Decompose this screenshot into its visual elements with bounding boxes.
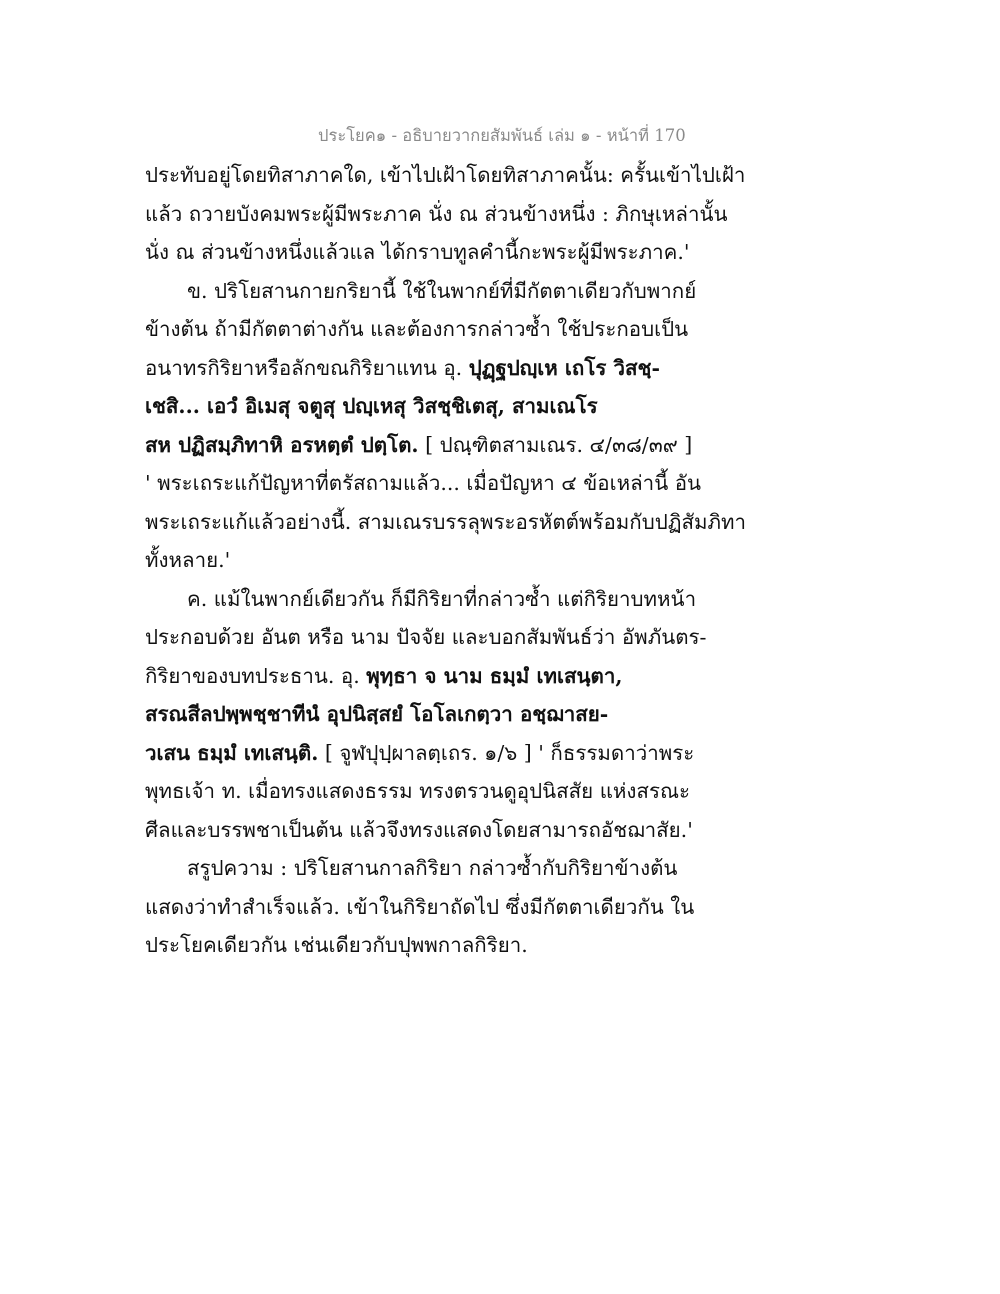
text-line <box>145 926 745 965</box>
text-line <box>145 888 745 927</box>
citation: [ ปณฺฑิตสามเณร. ๔/๓๘/๓๙ ] <box>418 432 693 457</box>
text-span: สรูปความ : ปริโยสานกาลกิริยา กล่าวซ้ำกับกิริยาข้างต้น <box>187 856 678 880</box>
text-line <box>145 657 745 696</box>
text-line <box>145 541 745 580</box>
text-span: อนาทรกิริยาหรือลักขณกิริยาแทน อุ. <box>145 355 469 380</box>
text-span: นั่ง ณ ส่วนข้างหนึ่งแล้วแล ได้กราบทูลคำนี้กะพระผู้มีพระภาค.' <box>145 240 690 264</box>
text-span: ศีลและบรรพชาเป็นต้น แล้วจึงทรงแสดงโดยสามารถอัชฌาสัย.' <box>145 817 693 842</box>
text-span: ข. ปริโยสานกายกริยานี้ ใช้ในพากย์ที่มีกัตตาเดียวกับพากย์ <box>187 278 697 303</box>
text-line <box>145 811 745 850</box>
text-line <box>145 695 745 734</box>
pali-quote: สห ปฏิสมฺภิทาหิ อรหตฺตํ ปตฺโต. <box>145 432 419 457</box>
text-span: แล้ว ถวายบังคมพระผู้มีพระภาค นั่ง ณ ส่วนข้างหนึ่ง : ภิกษุเหล่านั้น <box>145 201 728 226</box>
pali-quote: วเสน ธมฺมํ เทเสนฺติ. <box>145 740 319 765</box>
text-line <box>145 387 745 426</box>
text-span: ประกอบด้วย อันต หรือ นาม ปัจจัย และบอกสัมพันธ์ว่า อัพภันตร- <box>145 625 707 649</box>
text-span: พระเถระแก้แล้วอย่างนี้. สามเณรบรรลุพระอรหัตต์พร้อมกับปฏิสัมภิทา <box>145 509 747 534</box>
citation: [ จูฬปุปฺผาลตฺเถร. ๑/๖ ] ' ก็ธรรมดาว่าพระ <box>318 740 695 765</box>
running-header: ประโยค๑ - อธิบายวากยสัมพันธ์ เล่ม ๑ - หน้าที่ 170 <box>318 126 686 145</box>
paragraph-start-line <box>145 272 745 311</box>
text-line <box>145 195 745 234</box>
text-span: ค. แม้ในพากย์เดียวกัน ก็มีกิริยาที่กล่าวซ้ำ แต่กิริยาบทหน้า <box>187 586 697 611</box>
pali-quote: สรณสีลปพฺพชฺชาทีนํ อุปนิสฺสยํ โอโลเกตฺวา อชฺฌาสย- <box>145 702 609 726</box>
text-line <box>145 156 745 195</box>
text-line <box>145 233 745 272</box>
pali-quote: พุทฺธา จ นาม ธมฺมํ เทเสนฺตา, <box>366 663 623 688</box>
text-line <box>145 464 745 503</box>
text-span: ประโยคเดียวกัน เช่นเดียวกับปุพพกาลกิริยา. <box>145 933 528 957</box>
text-span: พุทธเจ้า ท. เมื่อทรงแสดงธรรม ทรงตรวนดูอุปนิสสัย แห่งสรณะ <box>145 779 690 803</box>
text-span: แสดงว่าทำสำเร็จแล้ว. เข้าในกิริยาถัดไป ซึ่งมีกัตตาเดียวกัน ใน <box>145 894 695 919</box>
text-span: ประทับอยู่โดยทิสาภาคใด, เข้าไปเฝ้าโดยทิสาภาคนั้น: ครั้นเข้าไปเฝ้า <box>145 163 746 187</box>
text-line <box>145 426 745 465</box>
body-text <box>145 156 745 965</box>
text-line <box>145 618 745 657</box>
paragraph-start-line <box>145 580 745 619</box>
text-span: ข้างต้น ถ้ามีกัตตาต่างกัน และต้องการกล่าวซ้ำ ใช้ประกอบเป็น <box>145 317 689 341</box>
text-line <box>145 734 745 773</box>
text-span: กิริยาของบทประธาน. อุ. <box>145 663 367 688</box>
text-line <box>145 503 745 542</box>
pali-quote: ปุฏฺฐปญฺเห เถโร วิสชฺ- <box>468 355 660 380</box>
text-line <box>145 772 745 811</box>
text-span: ' พระเถระแก้ปัญหาที่ตรัสถามแล้ว... เมื่อปัญหา ๔ ข้อเหล่านี้ อัน <box>145 471 702 495</box>
text-line <box>145 310 745 349</box>
pali-quote: เชสิ... เอวํ อิเมสุ จตูสุ ปญฺเหสุ วิสชฺชิเตสุ, สามเณโร <box>145 394 598 418</box>
text-span: ทั้งหลาย.' <box>145 548 231 572</box>
text-line <box>145 349 745 388</box>
paragraph-start-line <box>145 849 745 888</box>
